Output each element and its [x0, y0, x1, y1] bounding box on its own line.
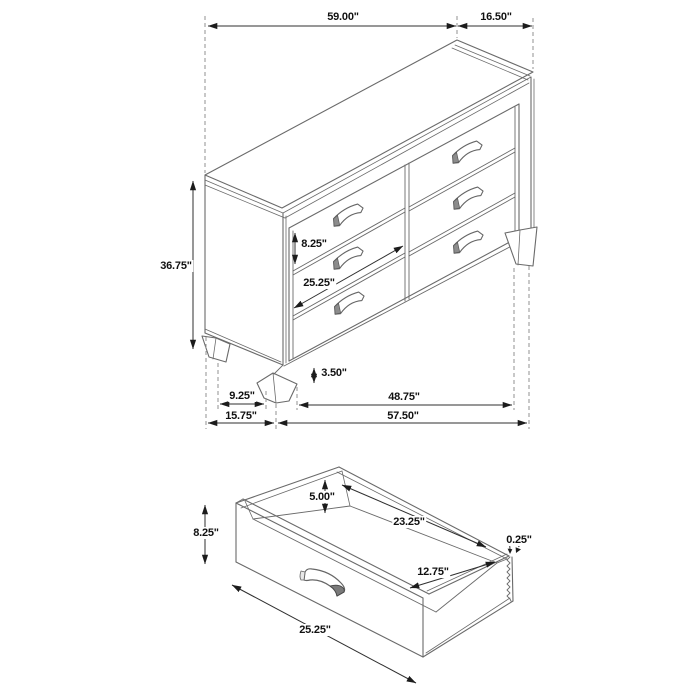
drawer-drawing [236, 467, 513, 657]
drawer-handle-icon [449, 139, 485, 165]
dim-label-overall-height: 36.75" [160, 260, 192, 272]
dim-label-interior-height: 5.00" [309, 491, 335, 503]
dim-label-drawer-width: 25.25" [303, 277, 335, 289]
dim-label-front-width: 25.25" [299, 624, 331, 636]
dim-label-front-height: 8.25" [193, 527, 219, 539]
dim-label-interior-depth: 12.75" [417, 566, 449, 578]
drawer-handle-icon [330, 245, 366, 271]
dim-label-interior-width: 23.25" [393, 516, 425, 528]
dresser-feet [202, 227, 537, 403]
dim-label-top-depth: 16.50" [480, 11, 512, 23]
drawer-box-edges [236, 467, 513, 657]
dovetail-joint-edge [507, 557, 511, 601]
drawer-handle-icon [331, 290, 367, 316]
drawer-handle-icon [450, 229, 486, 255]
drawer-handle-icon [450, 185, 486, 211]
dim-label-top-width: 59.00" [327, 11, 359, 23]
dresser-center-foot [257, 373, 297, 403]
dim-label-foot-height: 3.50" [321, 367, 347, 379]
dim-label-feet-span: 48.75" [388, 391, 420, 403]
handle-end-cap [330, 585, 344, 596]
dresser-top-surface [205, 40, 533, 218]
dresser-right-foot [505, 227, 537, 266]
dim-label-drawer-height: 8.25" [301, 238, 327, 250]
drawer-handle [300, 569, 345, 596]
dim-label-panel-thickness: 0.25" [506, 534, 532, 546]
dim-label-foot-inset: 9.25" [229, 390, 255, 402]
dim-label-base-width: 57.50" [387, 410, 419, 422]
dresser-drawing [202, 40, 537, 403]
drawer-handle-icon [330, 202, 366, 228]
dim-label-side-base: 15.75" [225, 410, 257, 422]
